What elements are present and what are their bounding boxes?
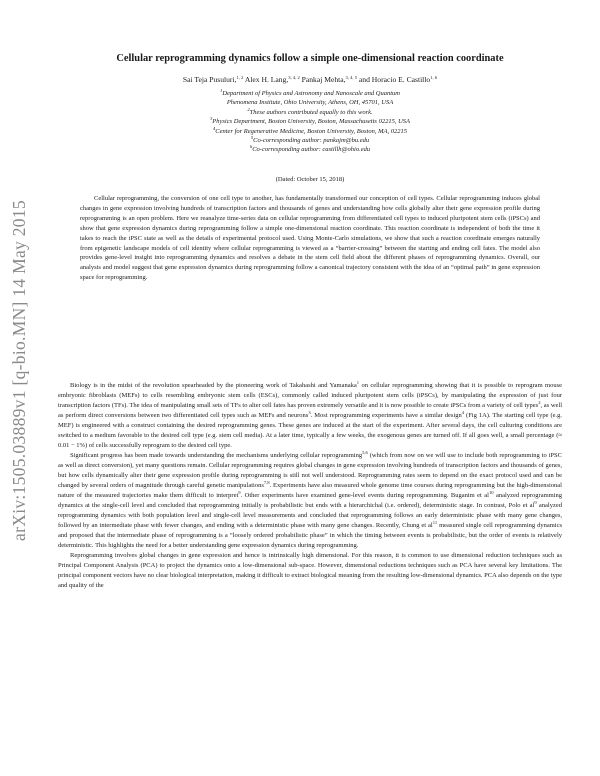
affiliation-number: 5 (250, 135, 254, 141)
affiliation-line: $^1$Department of Physics and Astronomy and Nanoscale and Quantum (220, 88, 400, 97)
citation-ref: 11 (432, 520, 438, 525)
citation-ref: 10 (489, 490, 494, 495)
body-paragraph: Biology is in the midst of the revolution spearheaded by the pioneering work of Takahashi and Yamanaka$^1$ on cellular reprogramming showing that it is possible to reprogram mouse embryonic fibroblasts (MEFs) to cells resembling embryonic stem cells (ESCs), commonly called induced pluripotent stem cells (iPSCs), by manipulating the expression of just four transcription factors (TFs). The idea of manipulating small sets of TFs to alter cell fates has proven extremely versatile and it is now possible to create iPSCs from a variety of cell types$^2$, as well as perform direct conversions between two differentiated cell types such as MEFs and neurons$^3$. Most reprogramming experiments have a similar design$^4$ (Fig 1A). The starting cell type (e.g. MEF) is engineered with a construct containing the desired reprogramming genes. These genes are induced at the start of the experiment. After several days, the cell culturing conditions are switched to a medium favorable to the desired cell type (e.g. stem cell media). At a later time, typically a few weeks, the exogenous genes are turned off. If all goes well, a small percentage (≈ 0.01 − 1%) of cells successfully reprogram to the desired cell type. (58, 380, 563, 449)
body-text (58, 381, 562, 591)
abstract: Cellular reprogramming, the conversion of one cell type to another, has fundamentally transformed our conception of cell types. Cellular reprogramming induces global changes in gene expression involving hundreds of transcription factors and thousands of genes and understanding how cells globally alter their gene expression profile during reprogramming is an open problem. Here we reanalyze time-series data on cellular reprogramming from differentiated cell types to induced pluripotent stem cells (iPSCs) and show that gene expression dynamics during reprogramming follow a simple one-dimensional reaction coordinate. This reaction coordinate is independent of both the time it takes to reach the iPSC state as well as the details of experimental protocol used. Using Monte-Carlo simulations, we show that such a reaction coordinate emerges naturally from epigenetic landscape models of cell identity where cellular reprogramming is viewed as a “barrier-crossing” between the starting and ending cell fates. The model also provides gene-level insight into reprogramming dynamics and resolves a debate in the stem cell field about the different phases of reprogramming dynamics. Overall, our analysis and model suggest that gene expression dynamics during reprogramming follow a canonical trajectory consistent with the idea of an “optimal path” in gene expression space for reprogramming. (80, 195, 540, 282)
citation-ref: 9 (534, 500, 537, 505)
citation-ref: 7,8 (263, 480, 270, 485)
author-affiliation-ref: 1, 2 (236, 75, 244, 80)
affiliation-list (60, 89, 560, 155)
arxiv-id-text: arXiv:1505.03889v1 [q-bio.MN] 14 May 2015 (8, 199, 29, 541)
author-name: Pankaj Mehta, (301, 75, 346, 84)
affiliation-line: $^5$Co-corresponding author: pankajm@bu.edu (250, 135, 370, 145)
citation-ref: 1 (356, 380, 360, 385)
author-list (60, 75, 560, 84)
author-name: Alex H. Lang, (244, 75, 289, 84)
body-paragraph: Reprogramming involves global changes in gene expression and hence is intrinsically high dimensional. For this reason, it is common to use dimensional reduction techniques such as Principal Component Analysis (PCA) to project the dynamics onto a low-dimensional sub-space. However, dimensional reductions techniques such as PCA have several key limitations. The principal component vectors have no clear biological interpretation, making it difficult to extract biological meaning from the resulting low-dimensional dynamics. PCA also depends on the type and quality of the (58, 552, 562, 589)
citation-ref: 2 (538, 400, 541, 405)
dated-line: (Dated: October 15, 2018) (275, 176, 345, 183)
affiliation-number: 4 (212, 125, 216, 131)
citation-ref: 9 (238, 490, 241, 495)
affiliation-line: $^4$Center for Regenerative Medicine, Boston University, Boston, MA, 02215 (212, 125, 407, 135)
affiliation-number: 6 (249, 144, 253, 150)
author-name: and Horacio E. Castillo (358, 75, 431, 84)
affiliation-number: 2 (247, 106, 250, 112)
affiliation-number: 1 (220, 88, 223, 93)
author-affiliation-ref: 3, 4, 5 (345, 75, 358, 80)
body-paragraph: Significant progress has been made towards understanding the mechanisms underlying cellular reprogramming$^{5,6}$ (which from now on we will use to include both reprogramming to iPSC as well as direct conversion), yet many questions remain. Cellular reprogramming requires global changes in gene expression involving hundreds of transcription factors and thousands of genes, but how cells dynamically alter their gene expression profile during reprogramming is still not well understood. Reprogramming rates seem to depend on the exact protocol used and can be changed by several orders of magnitude through careful genetic manipulations$^{7,8}$. Experiments have also measured whole genome time courses during reprogramming but the high-dimensional nature of the measured trajectories make them difficult to interpret$^9$. Other experiments have examined gene-level events during reprogramming. Buganim et $al^{10}$ analyzed reprogramming dynamics at the single-cell level and concluded that reprogramming initially is probabilistic but ends with a hierarchichal (i.e. ordered), deterministic stage. In contrast, Polo et $al^9$ analyzed reprogramming dynamics with both population level and single-cell level measurements and concluded that reprogramming follows an early deterministic phase with many gene changes, followed by an intermediate phase with fewer changes, and ending with a deterministic phase with many gene changes. Recently, Chung et $al^{11}$ measured single cell reprogramming dynamics and proposed that the intermediate phase of reprogramming is a “loosely ordered probabilistic phase” in which the timing between events is probabilistic, but the order of events is relatively deterministic. This highlights the need for a better understanding gene expression dynamics during reprogramming. (58, 450, 562, 549)
citation-ref: 5,6 (362, 450, 368, 455)
author-name: Sai Teja Pusuluri, (182, 75, 237, 84)
author-affiliation-ref: 1, 6 (430, 75, 438, 80)
arxiv-identifier-stamp (8, 140, 30, 600)
citation-ref: 3 (308, 410, 311, 415)
citation-ref: 4 (461, 410, 465, 415)
affiliation-line: $^3$Physics Department, Boston University, Boston, Massachusetts 02215, USA (210, 116, 410, 126)
affiliation-line: $^6$Co-corresponding author: castillh@ohio.edu (249, 144, 371, 154)
paper-title: Cellular reprogramming dynamics follow a simple one-dimensional reaction coordinate (116, 53, 504, 64)
author-affiliation-ref: 3, 4, 2 (288, 75, 300, 80)
affiliation-number: 3 (210, 116, 213, 122)
affiliation-line: $^2$These authors contributed equally to this work. (247, 106, 373, 116)
affiliation-line: Phenomena Institute, Ohio University, Athens, OH, 45701, USA (226, 99, 394, 107)
